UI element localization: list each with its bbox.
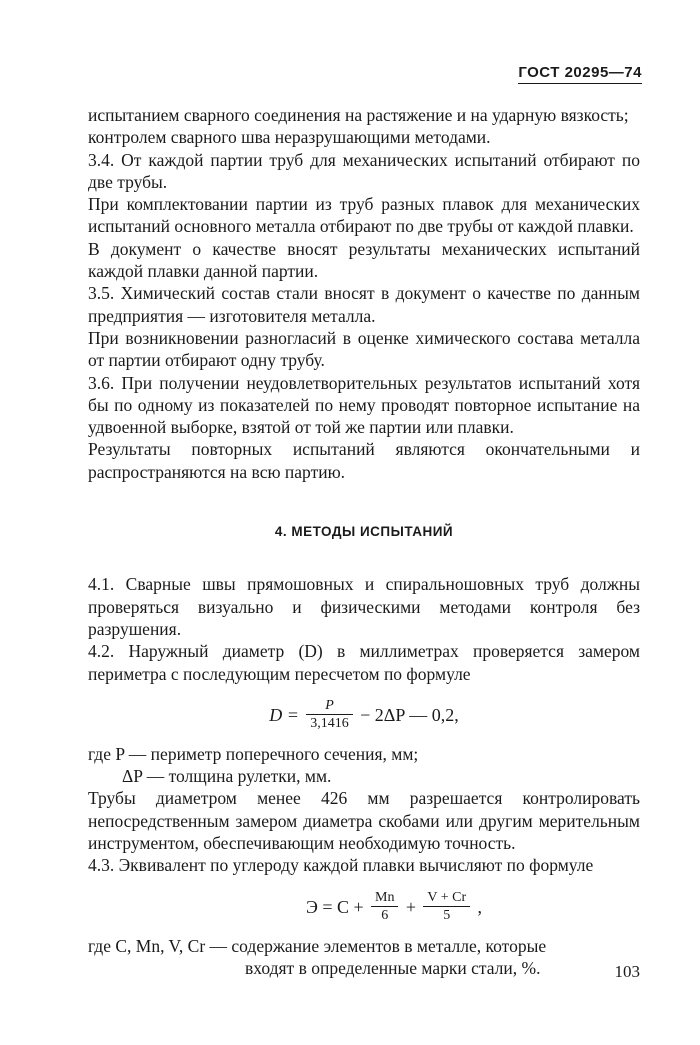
paragraph: испытанием сварного соединения на растяжение и на ударную вязкость; [88,105,629,125]
formula-fraction-vcr [423,889,470,925]
paragraph-4-2: 4.2. Наружный диаметр (D) в миллиметрах проверяется замером периметра с последующим пересчетом по формуле [88,641,640,684]
formula-plus: + [405,896,417,917]
diameter-formula [88,697,640,733]
fraction-denominator: 6 [381,907,389,923]
paragraph: Трубы диаметром менее 426 мм разрешается контролировать непосредственным замером диаметра скобами или другим мерительным инструментом, обеспечивающим необходимую точность. [88,788,640,854]
legend-line: ΔP — толщина рулетки, мм. [122,766,332,787]
legend-line: входят в определенные марки стали, %. [245,957,541,978]
formula-lhs: D = [269,704,299,725]
legend-line: где С, Mn, V, Cr — содержание элементов в металле, которые [88,935,547,956]
fraction-numerator: V + Cr [423,889,470,907]
formula-rest: − 2ΔP — 0,2, [360,704,459,725]
paragraph-3-4: 3.4. От каждой партии труб для механических испытаний отбирают по две трубы. [88,149,640,192]
formula-legend [88,935,640,980]
legend-line: где P — периметр поперечного сечения, мм; [88,743,419,764]
fraction-denominator: 3,1416 [310,715,349,731]
section-heading: 4. МЕТОДЫ ИСПЫТАНИЙ [274,524,454,540]
paragraph: При комплектовании партии из труб разных плавок для механических испытаний основного металла отбирают по две трубы от каждой плавки. [88,194,640,237]
paragraph: контролем сварного шва неразрушающими методами. [88,127,491,148]
carbon-equivalent-formula [88,889,640,925]
formula-end: , [477,896,483,917]
page-number: 103 [614,962,640,981]
paragraph-4-3: 4.3. Эквивалент по углероду каждой плавки вычисляют по формуле [88,855,594,876]
fraction-numerator: P [306,697,353,715]
paragraph-3-5: 3.5. Химический состав стали вносят в документ о качестве по данным предприятия — изготовителя металла. [88,283,640,326]
formula-fraction-mn [371,889,398,925]
paragraph-4-1: 4.1. Сварные швы прямошовных и спиральношовных труб должны проверяться визуально и физическими методами контроля без разрушения. [88,574,640,639]
paragraph: При возникновении разногласий в оценке химического состава металла от партии отбирают одну трубу. [88,327,640,371]
paragraph: В документ о качестве вносят результаты механических испытаний каждой плавки данной партии. [88,238,640,282]
paragraph-3-6: 3.6. При получении неудовлетворительных результатов испытаний хотя бы по одному из показателей по нему проводят повторное испытание на удвоенной выборке, взятой от той же партии или плавки. [88,372,640,438]
formula-fraction [306,697,353,733]
paragraph: Результаты повторных испытаний являются окончательными и распространяются на всю партию. [88,439,640,482]
fraction-denominator: 5 [443,907,451,923]
page-content [88,104,640,979]
formula-legend [88,743,640,788]
fraction-numerator: Mn [371,889,398,907]
formula-lhs: Э = С + [305,896,364,917]
standard-header: ГОСТ 20295—74 [518,64,642,84]
